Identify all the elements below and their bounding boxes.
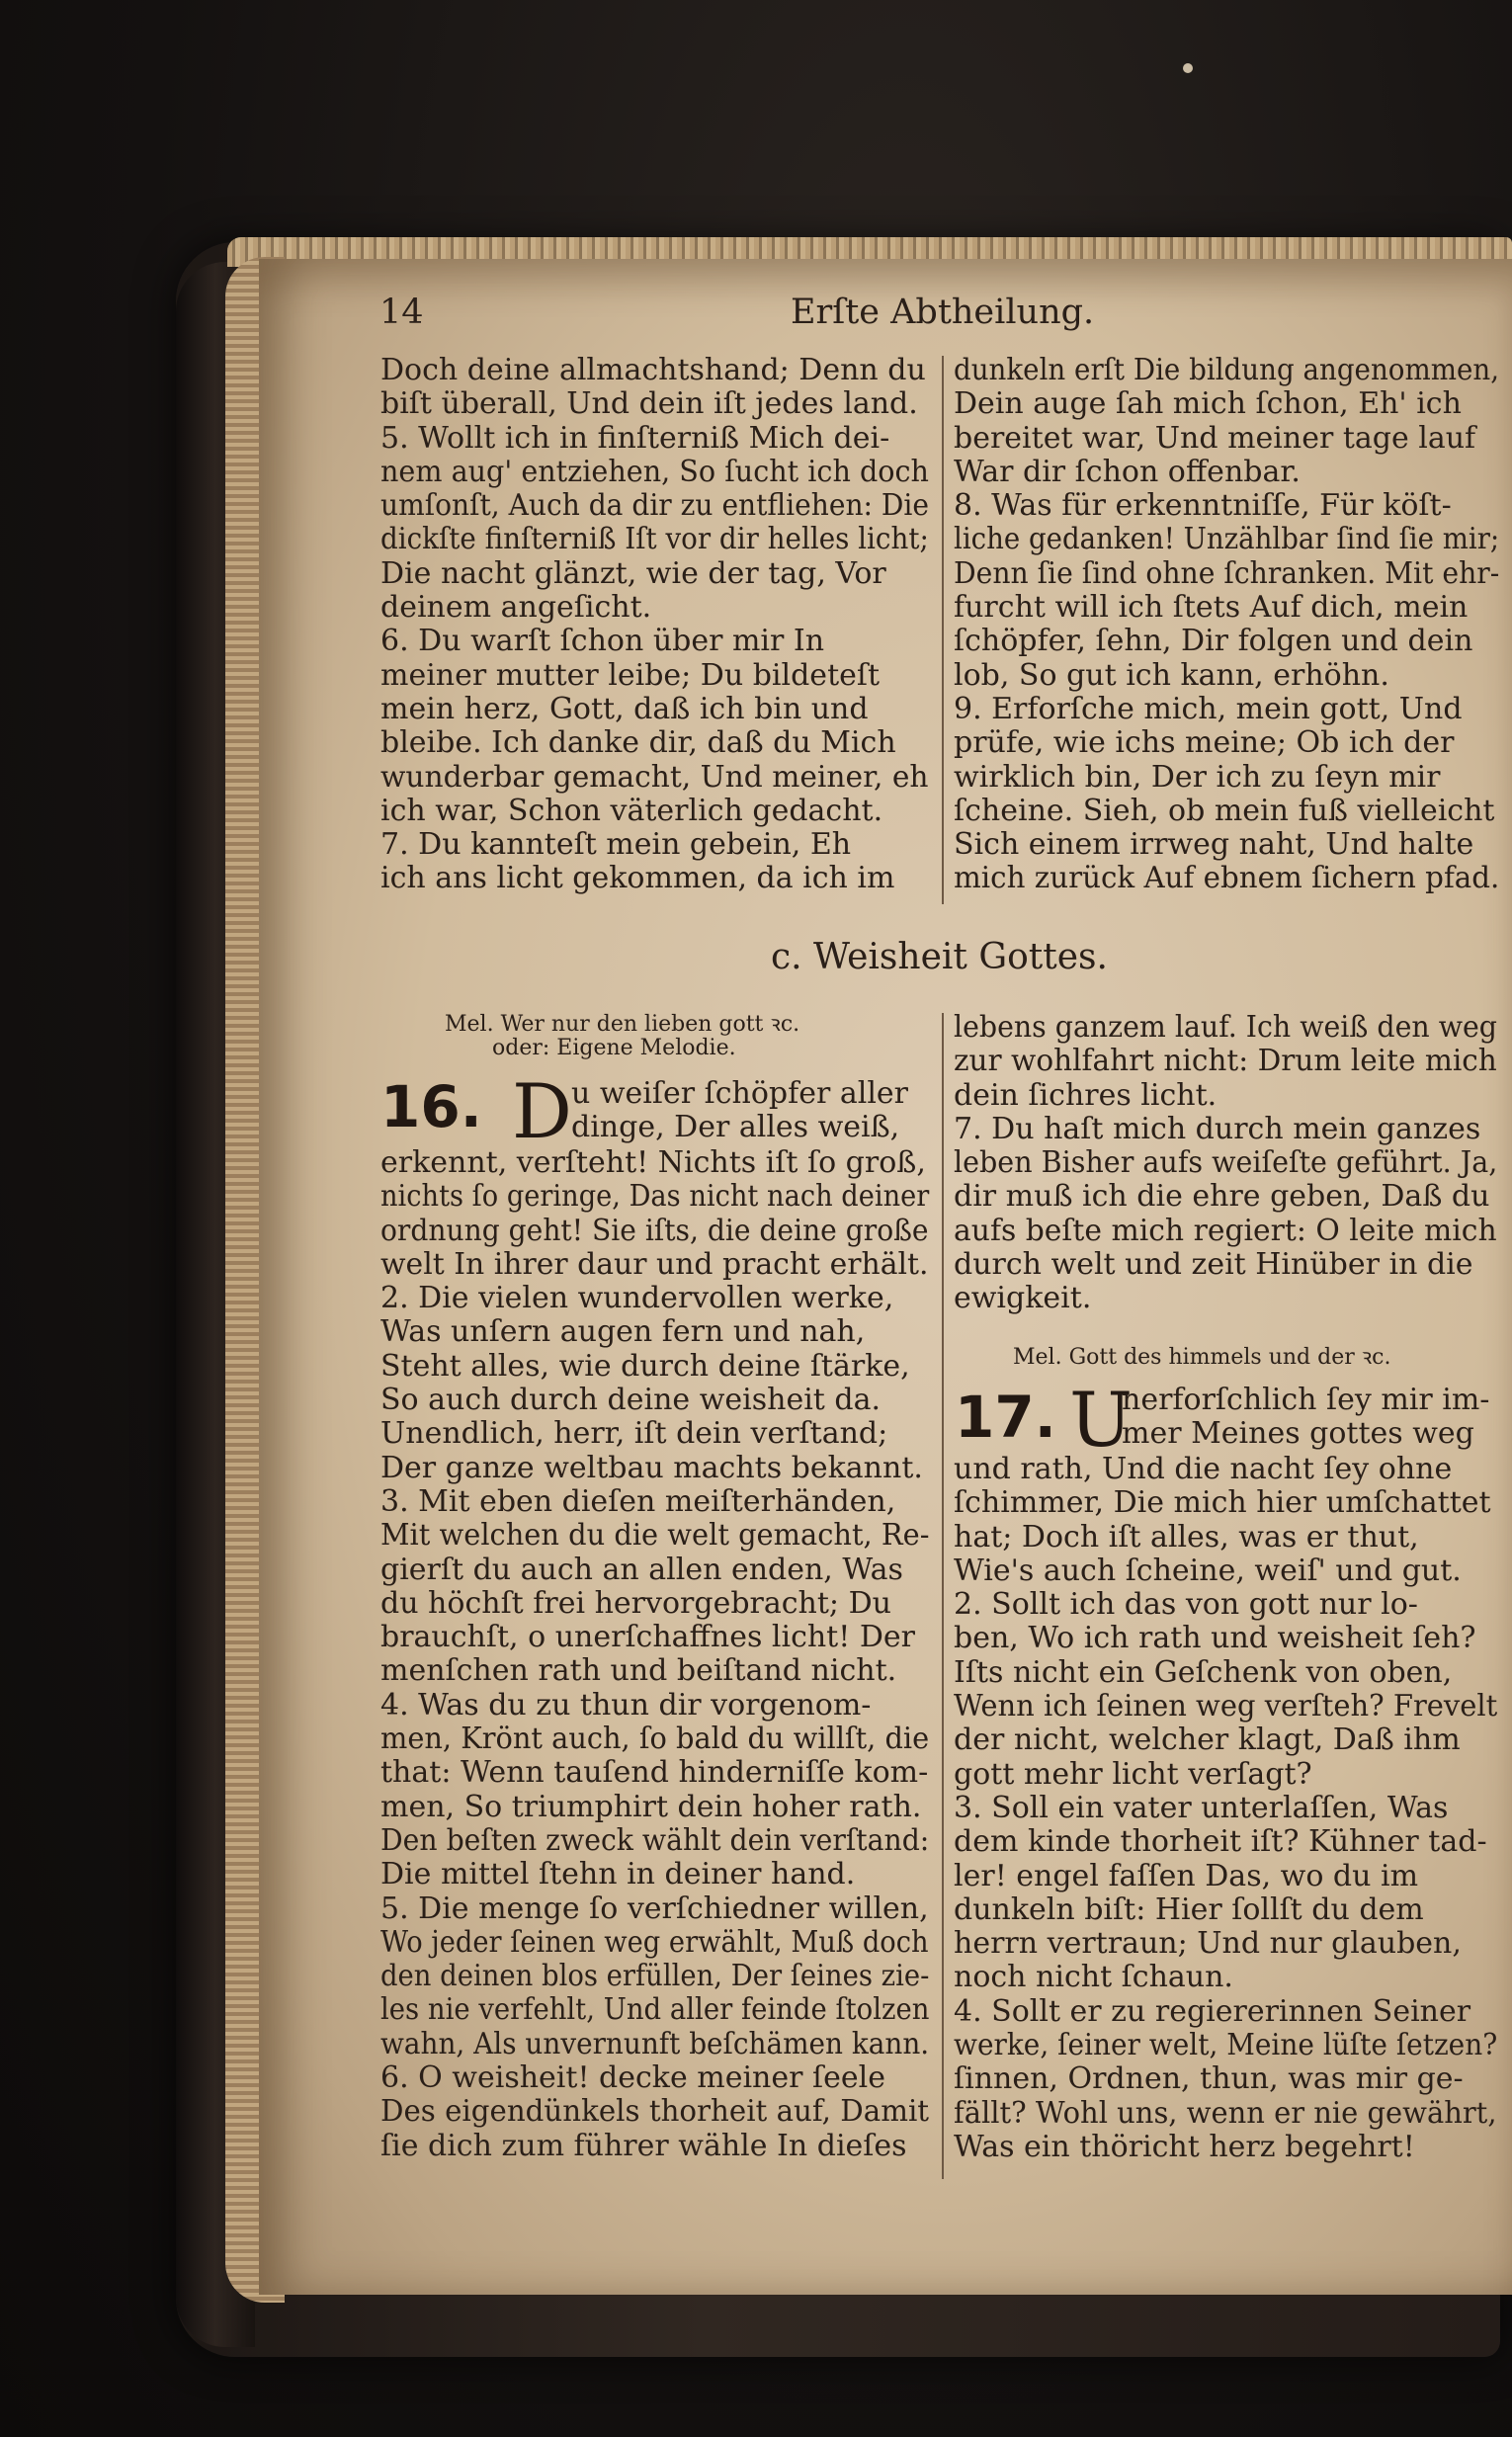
text-line: les nie verfehlt, Und aller feinde ſtolzen [380,1992,930,2028]
text-line: leben Bisher aufs weiſeſte geführt. Ja, [954,1145,1498,1181]
text-line: ſie dich zum führer wähle In dieſes [380,2128,907,2163]
text-line: und rath, Und die nacht ſey ohne [954,1452,1453,1486]
running-head: Erſte Abtheilung. [791,293,1095,332]
drop-initial-16: D [512,1067,572,1155]
text-line: ben, Wo ich rath und weisheit ſeh? [954,1621,1476,1656]
text-line: 5. Wollt ich in finſterniß Mich dei- [380,420,890,456]
text-line: 5. Die menge ſo verſchiedner willen, [380,1891,929,1926]
text-line: mich zurück Auf ebnem ſichern pfad. [954,861,1500,896]
melody-line-17: Mel. Gott des himmels und der ꝛc. [1013,1345,1391,1370]
text-line: prüfe, wie ichs meine; Ob ich der [954,725,1455,761]
text-line: den deinen blos erfüllen, Der ſeines zie- [380,1959,930,1994]
hymn17-body [954,1453,1497,2164]
text-line: dem kinde thorheit iſt? Kühner tad- [954,1824,1487,1860]
text-line: wirklich bin, Der ich zu ſeyn mir [954,759,1441,795]
drop-initial-17: U [1069,1376,1134,1464]
text-line: wunderbar gemacht, Und meiner, eh [380,759,929,795]
text-line: dir muß ich die ehre geben, Daß du [954,1179,1490,1215]
text-line: meiner mutter leibe; Du bildeteſt [380,657,881,693]
text-line: umſonſt, Auch da dir zu entfliehen: Die [380,488,930,524]
column-divider-bottom [942,1013,944,2179]
text-line: lebens ganzem lauf. Ich weiß den weg [954,1010,1497,1045]
melody-line-16a: Mel. Wer nur den lieben gott ꝛc. [445,1012,800,1037]
text-line: So auch durch deine weisheit da. [380,1383,882,1418]
text-line: ewigkeit. [954,1281,1092,1316]
text-line: nichts ſo geringe, Das nicht nach deiner [380,1179,930,1215]
text-line: nem aug' entziehen, So ſucht ich doch [380,454,929,489]
text-line: 6. O weisheit! decke meiner ſeele [380,2060,885,2096]
text-line: bleibe. Ich danke dir, daß du Mich [380,725,896,761]
text-line: Steht alles, wie durch deine ſtärke, [380,1348,910,1384]
text-line: Iſts nicht ein Geſchenk von oben, [954,1654,1453,1690]
hymn-number-17: 17. [955,1384,1056,1451]
text-line: werke, ſeiner welt, Meine lüſte ſetzen? [954,2028,1498,2063]
text-line: menſchen rath und beiſtand nicht. [380,1653,897,1689]
text-line: 7. Du haſt mich durch mein ganzes [954,1111,1481,1146]
text-line: 7. Du kannteſt mein gebein, Eh [380,827,852,863]
text-line: Was unſern augen fern und nah, [380,1314,866,1350]
text-line: 4. Sollt er zu regiererinnen Seiner [954,1993,1471,2029]
text-line: bereitet war, Und meiner tage lauf [954,420,1476,456]
text-line: brauchſt, o unerſchaffnes licht! Der [380,1620,915,1655]
right-column-top [954,354,1499,896]
text-line: Wie's auch ſcheine, weiſ' und gut. [954,1553,1462,1588]
text-line: hat; Doch iſt alles, was er thut, [954,1519,1419,1555]
text-line: Wenn ich ſeinen weg verſteh? Frevelt [954,1689,1498,1724]
text-line: 4. Was du zu thun dir vorgenom- [380,1687,872,1723]
text-line: ſchimmer, Die mich hier umſchattet [954,1485,1491,1521]
text-line: noch nicht ſchaun. [954,1960,1233,1995]
hymn16-opening [571,1077,919,1145]
text-line: Denn ſie ſind ohne ſchranken. Mit ehr- [954,555,1500,591]
text-line: Wo jeder ſeinen weg erwählt, Muß doch [380,1924,929,1960]
text-line: biſt überall, Und dein iſt jedes land. [380,386,918,422]
text-line: ich war, Schon väterlich gedacht. [380,793,883,828]
text-line: Des eigendünkels thorheit auf, Damit [380,2094,930,2130]
text-line: gierſt du auch an allen enden, Was [380,1552,903,1587]
text-line: Was ein thöricht herz begehrt! [954,2129,1415,2164]
text-line: welt In ihrer daur und pracht erhält. [380,1246,929,1282]
text-line: 8. Was für erkenntniſſe, Für köſt- [954,488,1452,524]
column-divider-top [942,356,944,904]
text-line: 2. Sollt ich das von gott nur lo- [954,1587,1418,1623]
text-line: durch welt und zeit Hinüber in die [954,1247,1473,1283]
hymn-number-16: 16. [380,1073,482,1140]
text-line: deinem angeſicht. [380,590,652,626]
text-line: der nicht, welcher klagt, Daß ihm [954,1723,1461,1758]
section-heading: c. Weisheit Gottes. [771,937,1108,977]
text-line: liche gedanken! Unzählbar ſind ſie mir; [954,522,1500,557]
text-line: aufs beſte mich regiert: O leite mich [954,1213,1497,1248]
text-line: dickſte finſterniß Iſt vor dir helles licht; [380,522,929,557]
text-line: u weiſer ſchöpfer aller [571,1076,909,1111]
text-line: dein ſichres licht. [954,1077,1218,1113]
hymn17-opening [1122,1384,1497,1452]
text-line: mer Meines gottes weg [1122,1416,1474,1452]
text-line: War dir ſchon offenbar. [954,454,1301,489]
text-line: ſchöpfer, ſehn, Dir folgen und dein [954,624,1473,659]
text-line: ſcheine. Sieh, ob mein fuß vielleicht [954,793,1495,828]
right-column-continuation [954,1011,1497,1316]
text-line: Sich einem irrweg naht, Und halte [954,827,1474,863]
text-line: wahn, Als unvernunft beſchämen kann. [380,2026,930,2061]
text-line: men, Krönt auch, ſo bald du willſt, die [380,1722,930,1757]
text-line: erkennt, verſteht! Nichts iſt ſo groß, [380,1145,926,1180]
text-line: ordnung geht! Sie iſts, die deine große [380,1213,929,1248]
pin-speck [1183,63,1193,73]
text-line: that: Wenn tauſend hinderniſſe kom- [380,1755,929,1791]
text-line: fällt? Wohl uns, wenn er nie gewährt, [954,2095,1497,2131]
text-line: gott mehr licht verſagt? [954,1756,1312,1792]
text-line: 3. Soll ein vater unterlaſſen, Was [954,1790,1449,1825]
text-line: 6. Du warſt ſchon über mir In [380,624,825,659]
text-line: Mit welchen du die welt gemacht, Re- [380,1518,930,1554]
text-line: furcht will ich ſtets Auf dich, mein [954,590,1469,626]
text-line: du höchſt frei hervorgebracht; Du [380,1585,891,1621]
text-line: lob, So gut ich kann, erhöhn. [954,657,1389,693]
text-line: Die mittel ſtehn in deiner hand. [380,1857,856,1892]
left-column-top [380,354,929,896]
text-line: 2. Die vielen wundervollen werke, [380,1281,894,1316]
text-line: nerforſchlich ſey mir im- [1122,1383,1490,1417]
melody-line-16b: oder: Eigene Melodie. [492,1036,736,1060]
text-line: dinge, Der alles weiß, [571,1110,900,1145]
hymn16-body [380,1146,929,2163]
text-line: herrn vertraun; Und nur glauben, [954,1926,1462,1962]
page-number: 14 [379,293,424,332]
text-line: Den beſten zweck wählt dein verſtand: [380,1822,930,1858]
text-line: ſinnen, Ordnen, thun, was mir ge- [954,2061,1464,2097]
text-line: ler! engel faſſen Das, wo du im [954,1858,1419,1893]
text-line: men, So triumphirt dein hoher rath. [380,1789,922,1824]
text-line: dunkeln biſt: Hier ſollſt du dem [954,1891,1424,1927]
text-line: dunkeln erſt Die bildung angenommen, [954,353,1499,387]
text-line: Dein auge ſah mich ſchon, Eh' ich [954,386,1462,422]
text-line: ich ans licht gekommen, da ich im [380,861,895,896]
text-line: Der ganze weltbau machts bekannt. [380,1450,923,1485]
text-line: 3. Mit eben dieſen meiſterhänden, [380,1483,896,1519]
text-line: mein herz, Gott, daß ich bin und [380,691,869,726]
text-line: Die nacht glänzt, wie der tag, Vor [380,555,886,591]
text-line: 9. Erforſche mich, mein gott, Und [954,691,1463,726]
text-line: Doch deine allmachtshand; Denn du [380,353,926,387]
text-line: zur wohlfahrt nicht: Drum leite mich [954,1044,1497,1079]
text-line: Unendlich, herr, iſt dein verſtand; [380,1416,888,1452]
